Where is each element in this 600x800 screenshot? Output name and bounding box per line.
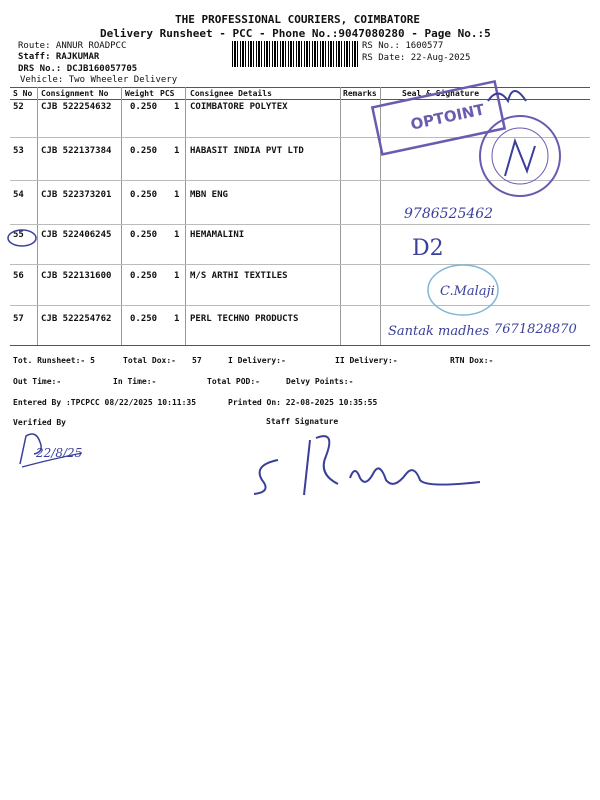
row-consignment: CJB 522137384: [41, 146, 112, 156]
row-pcs: 1: [174, 314, 180, 324]
entered-by: Entered By :TPCPCC 08/22/2025 10:11:35: [13, 398, 197, 407]
col-remarks: Remarks: [343, 89, 377, 98]
runsheet-subtitle: Delivery Runsheet - PCC - Phone No.:9047080280 - Page No.:5: [100, 27, 491, 40]
total-dox-label: Total Dox:-: [123, 356, 176, 365]
i-delivery: I Delivery:-: [228, 356, 286, 365]
rtn-dox: RTN Dox:-: [450, 356, 494, 365]
total-runsheet: Tot. Runsheet:- 5: [13, 356, 95, 365]
row-weight: 0.250: [130, 271, 158, 281]
row-weight: 0.250: [130, 146, 158, 156]
verified-date: 22/8/25: [36, 446, 83, 460]
row-consignee: MBN ENG: [190, 190, 228, 200]
total-pod: Total POD:-: [207, 377, 260, 386]
col-consignment: Consignment No: [41, 89, 109, 98]
col-consignee: Consignee Details: [190, 89, 272, 98]
staff-signature-label: Staff Signature: [266, 417, 339, 426]
table-bottom-rule: [10, 345, 590, 346]
verified-signature: [14, 424, 94, 470]
row-consignment: CJB 522254632: [41, 102, 112, 112]
row-consignee: COIMBATORE POLYTEX: [190, 102, 288, 112]
row-pcs: 1: [174, 190, 180, 200]
handwritten-sign-56: C.Malaji: [440, 284, 495, 299]
col-pcs: PCS: [160, 89, 175, 98]
row-sno: 52: [13, 102, 24, 112]
row-consignee: HABASIT INDIA PVT LTD: [190, 146, 304, 156]
row-pcs: 1: [174, 146, 180, 156]
row-consignment: CJB 522406245: [41, 230, 112, 240]
handwritten-name-57: Santak madhes: [388, 324, 490, 339]
company-title: THE PROFESSIONAL COURIERS, COIMBATORE: [175, 13, 421, 26]
circle-mark: [6, 228, 40, 248]
out-time: Out Time:-: [13, 377, 62, 386]
row-sno: 54: [13, 190, 24, 200]
row-pcs: 1: [174, 230, 180, 240]
handwritten-phone-57: 7671828870: [494, 322, 577, 337]
in-time: In Time:-: [113, 377, 157, 386]
total-dox-value: 57: [192, 356, 202, 365]
ii-delivery: II Delivery:-: [335, 356, 398, 365]
delvy-points: Delvy Points:-: [286, 377, 354, 386]
row-weight: 0.250: [130, 230, 158, 240]
row-sno: 57: [13, 314, 24, 324]
row-pcs: 1: [174, 102, 180, 112]
row-pcs: 1: [174, 271, 180, 281]
col-seal-signature: Seal & Signature: [402, 89, 480, 98]
seal-stamp: [370, 66, 600, 201]
drs-number: DRS No.: DCJB160057705: [18, 64, 138, 74]
row-sno: 56: [13, 271, 24, 281]
stamp-text: OPTOINT: [408, 100, 487, 134]
barcode: [232, 41, 358, 67]
row-consignment: CJB 522131600: [41, 271, 112, 281]
row-sno: 53: [13, 146, 24, 156]
vehicle-label: Vehicle: Two Wheeler Delivery: [20, 75, 178, 85]
row-weight: 0.250: [130, 102, 158, 112]
staff-signature: [250, 420, 510, 500]
route-label: Route: ANNUR ROADPCC: [18, 41, 127, 51]
printed-on: Printed On: 22-08-2025 10:35:55: [228, 398, 378, 407]
row-sno: 55: [13, 230, 24, 240]
row-consignment: CJB 522254762: [41, 314, 112, 324]
rs-number: RS No.: 1600577: [362, 41, 444, 51]
row-weight: 0.250: [130, 314, 158, 324]
row-weight: 0.250: [130, 190, 158, 200]
row-consignee: PERL TECHNO PRODUCTS: [190, 314, 299, 324]
col-sno: S No: [13, 89, 33, 98]
col-weight: Weight: [125, 89, 154, 98]
row-consignee: HEMAMALINI: [190, 230, 245, 240]
verified-by-label: Verified By: [13, 418, 66, 427]
row-consignment: CJB 522373201: [41, 190, 112, 200]
handwritten-note-55: D2: [412, 236, 444, 261]
row-rule: [10, 224, 590, 225]
rs-date: RS Date: 22-Aug-2025: [362, 53, 471, 63]
handwritten-phone-54: 9786525462: [404, 206, 494, 222]
staff-label: Staff: RAJKUMAR: [18, 52, 100, 62]
row-consignee: M/S ARTHI TEXTILES: [190, 271, 288, 281]
